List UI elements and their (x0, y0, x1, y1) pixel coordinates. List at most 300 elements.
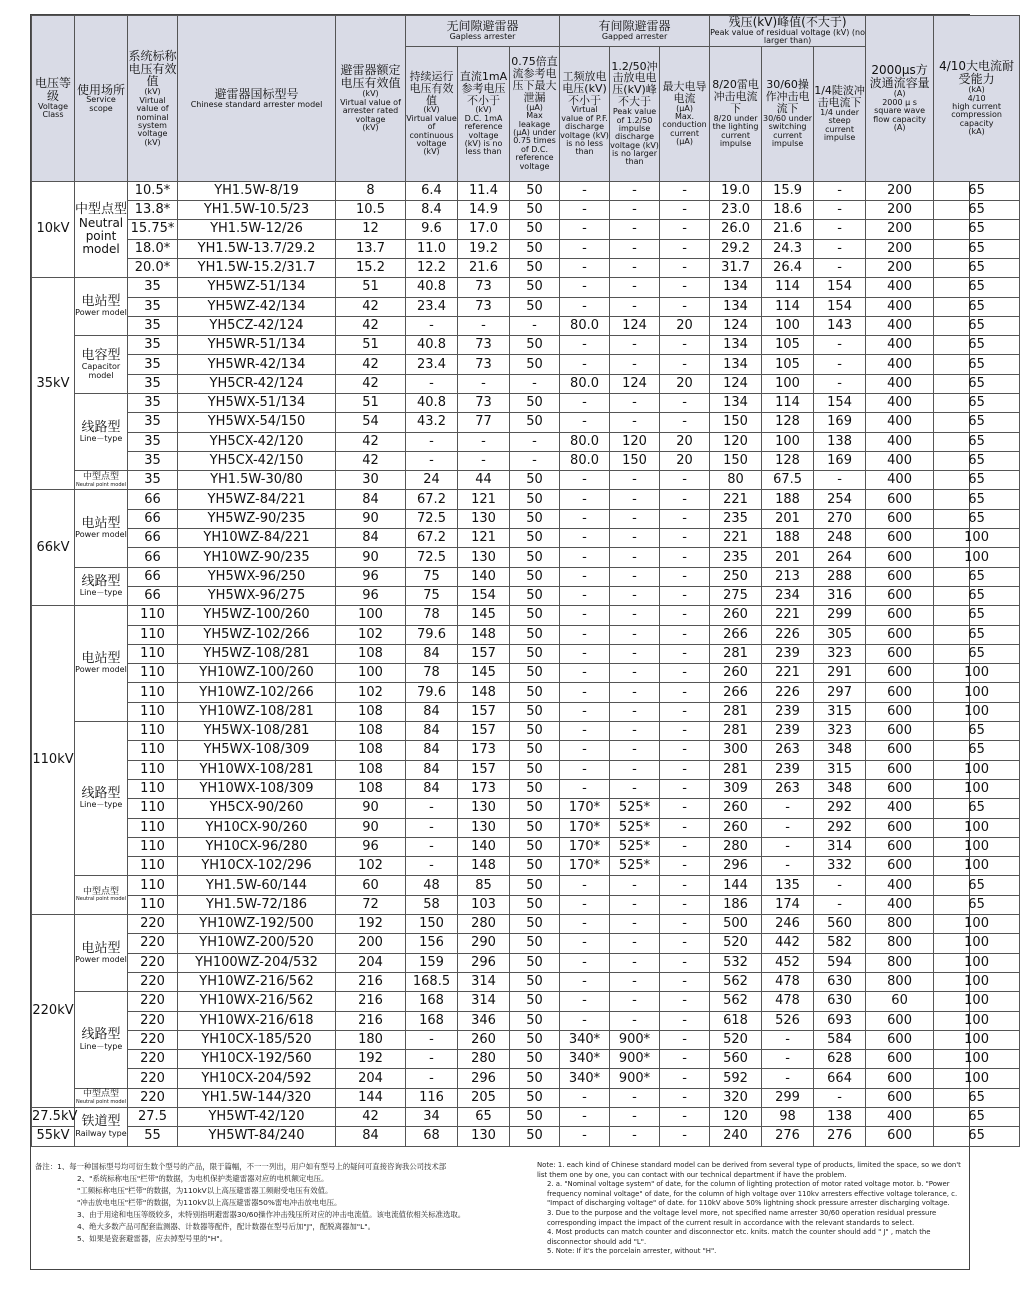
residual-lightning-cell: 532 (710, 953, 762, 972)
high-current-cell: 65 (934, 394, 1020, 413)
voltage-class-label: 10kV (36, 221, 70, 237)
leakage-cell: 50 (510, 201, 560, 220)
scope-label-en: Line－type (79, 588, 123, 598)
nominal-voltage-cell: 220 (128, 1030, 178, 1049)
dc-reference-cell: 296 (458, 953, 510, 972)
scope-label-zh: 电容型 (81, 347, 121, 363)
voltage-class-label: 110kV (32, 752, 74, 768)
pf-discharge-cell: - (560, 915, 610, 934)
residual-lightning-cell: 281 (710, 644, 762, 663)
square-wave-cell: 600 (866, 586, 934, 605)
table-row (32, 1069, 1020, 1088)
header-pf-discharge: 工频放电电压(kV)不小于 Virtual value of P.F. discharge voltage (kV) is no less than (560, 46, 610, 181)
residual-switching-cell: 239 (762, 702, 814, 721)
table-row (32, 799, 1020, 818)
high-current-cell: 65 (934, 606, 1020, 625)
model-cell: YH10WZ-200/520 (178, 934, 336, 953)
scope-label-zh: 中型点型 (82, 1089, 119, 1100)
residual-lightning-cell: 260 (710, 664, 762, 683)
dc-reference-cell: 157 (458, 760, 510, 779)
model-cell: YH5CX-90/260 (178, 799, 336, 818)
pf-discharge-cell: - (560, 992, 610, 1011)
residual-steep-cell: - (814, 895, 866, 914)
residual-steep-cell: 315 (814, 760, 866, 779)
table-row (32, 316, 1020, 335)
high-current-cell: 65 (934, 432, 1020, 451)
scope-label-zh: 中型点型 (75, 201, 128, 217)
nominal-voltage-cell: 20.0* (128, 258, 178, 277)
residual-switching-cell: 67.5 (762, 471, 814, 490)
continuous-voltage-cell: 168 (406, 992, 458, 1011)
residual-switching-cell: - (762, 1069, 814, 1088)
notes-english (537, 1161, 967, 1257)
impulse-discharge-cell: - (610, 644, 660, 663)
high-current-cell: 100 (934, 953, 1020, 972)
table-row (32, 818, 1020, 837)
model-cell: YH10WZ-100/260 (178, 664, 336, 683)
residual-switching-cell: 100 (762, 316, 814, 335)
leakage-cell: 50 (510, 181, 560, 200)
residual-lightning-cell: 281 (710, 760, 762, 779)
square-wave-cell: 600 (866, 509, 934, 528)
high-current-cell: 65 (934, 644, 1020, 663)
pf-discharge-cell: 80.0 (560, 432, 610, 451)
scope-label-en: Neutral point model (76, 1099, 126, 1106)
leakage-cell: 50 (510, 297, 560, 316)
max-conduction-cell: - (660, 1127, 710, 1146)
residual-switching-cell: 114 (762, 394, 814, 413)
table-row (32, 934, 1020, 953)
dc-reference-cell: 296 (458, 1069, 510, 1088)
dc-reference-cell: 148 (458, 857, 510, 876)
dc-reference-cell: 154 (458, 586, 510, 605)
model-cell: YH10CX-96/280 (178, 837, 336, 856)
max-conduction-cell: - (660, 1107, 710, 1126)
max-conduction-cell: - (660, 799, 710, 818)
residual-switching-cell: 478 (762, 972, 814, 991)
model-cell: YH10WZ-84/221 (178, 529, 336, 548)
rated-voltage-cell: 216 (336, 1011, 406, 1030)
leakage-cell: 50 (510, 509, 560, 528)
square-wave-cell: 400 (866, 471, 934, 490)
voltage-class-cell (32, 1127, 75, 1146)
high-current-cell: 100 (934, 683, 1020, 702)
nominal-voltage-cell: 66 (128, 509, 178, 528)
high-current-cell: 65 (934, 625, 1020, 644)
rated-voltage-cell: 42 (336, 1107, 406, 1126)
dc-reference-cell: 314 (458, 992, 510, 1011)
high-current-cell: 65 (934, 451, 1020, 470)
header-gapless: 无间隙避雷器 Gapless arrester (406, 16, 560, 47)
leakage-cell: 50 (510, 1050, 560, 1069)
residual-steep-cell: 594 (814, 953, 866, 972)
model-cell: YH10CX-192/560 (178, 1050, 336, 1069)
max-conduction-cell: - (660, 818, 710, 837)
pf-discharge-cell: - (560, 1107, 610, 1126)
residual-switching-cell: 239 (762, 722, 814, 741)
nominal-voltage-cell: 220 (128, 1069, 178, 1088)
max-conduction-cell: - (660, 953, 710, 972)
pf-discharge-cell: - (560, 490, 610, 509)
square-wave-cell: 800 (866, 934, 934, 953)
residual-steep-cell: 169 (814, 413, 866, 432)
dc-reference-cell: 157 (458, 644, 510, 663)
residual-lightning-cell: 520 (710, 1030, 762, 1049)
impulse-discharge-cell: 525* (610, 837, 660, 856)
dc-reference-cell: 130 (458, 818, 510, 837)
residual-lightning-cell: 26.0 (710, 220, 762, 239)
nominal-voltage-cell: 110 (128, 664, 178, 683)
table-row (32, 297, 1020, 316)
pf-discharge-cell: 170* (560, 818, 610, 837)
rated-voltage-cell: 102 (336, 625, 406, 644)
rated-voltage-cell: 108 (336, 741, 406, 760)
residual-lightning-cell: 520 (710, 934, 762, 953)
model-cell: YH5CX-42/150 (178, 451, 336, 470)
leakage-cell: 50 (510, 741, 560, 760)
residual-lightning-cell: 186 (710, 895, 762, 914)
rated-voltage-cell: 90 (336, 548, 406, 567)
pf-discharge-cell: - (560, 529, 610, 548)
square-wave-cell: 600 (866, 1069, 934, 1088)
residual-steep-cell: 291 (814, 664, 866, 683)
model-cell: YH10WZ-216/562 (178, 972, 336, 991)
high-current-cell: 65 (934, 220, 1020, 239)
table-body (32, 181, 1020, 1146)
nominal-voltage-cell: 110 (128, 895, 178, 914)
continuous-voltage-cell: 168.5 (406, 972, 458, 991)
high-current-cell: 65 (934, 297, 1020, 316)
leakage-cell: 50 (510, 664, 560, 683)
nominal-voltage-cell: 110 (128, 606, 178, 625)
scope-label-zh: 线路型 (81, 419, 121, 435)
residual-steep-cell: 169 (814, 451, 866, 470)
model-cell: YH10WX-108/309 (178, 779, 336, 798)
nominal-voltage-cell: 27.5 (128, 1107, 178, 1126)
continuous-voltage-cell: 79.6 (406, 683, 458, 702)
residual-switching-cell: 221 (762, 606, 814, 625)
square-wave-cell: 600 (866, 1088, 934, 1107)
rated-voltage-cell: 192 (336, 915, 406, 934)
pf-discharge-cell: - (560, 394, 610, 413)
impulse-discharge-cell: - (610, 741, 660, 760)
square-wave-cell: 600 (866, 741, 934, 760)
residual-steep-cell: - (814, 355, 866, 374)
residual-steep-cell: 299 (814, 606, 866, 625)
dc-reference-cell: 11.4 (458, 181, 510, 200)
rated-voltage-cell: 200 (336, 934, 406, 953)
leakage-cell: 50 (510, 644, 560, 663)
residual-steep-cell: 270 (814, 509, 866, 528)
nominal-voltage-cell: 220 (128, 972, 178, 991)
model-cell: YH5WZ-51/134 (178, 278, 336, 297)
leakage-cell: 50 (510, 837, 560, 856)
scope-label-zh: 线路型 (81, 573, 121, 589)
residual-switching-cell: 478 (762, 992, 814, 1011)
leakage-cell: 50 (510, 567, 560, 586)
pf-discharge-cell: - (560, 1088, 610, 1107)
pf-discharge-cell: - (560, 876, 610, 895)
rated-voltage-cell: 51 (336, 394, 406, 413)
continuous-voltage-cell: 84 (406, 741, 458, 760)
dc-reference-cell: 121 (458, 529, 510, 548)
rated-voltage-cell: 84 (336, 1127, 406, 1146)
high-current-cell: 65 (934, 374, 1020, 393)
rated-voltage-cell: 72 (336, 895, 406, 914)
note-zh-7: 5、如果是瓷套避雷器，应去掉型号里的"H"。 (77, 1234, 228, 1243)
continuous-voltage-cell: 78 (406, 606, 458, 625)
residual-switching-cell: 26.4 (762, 258, 814, 277)
high-current-cell: 100 (934, 857, 1020, 876)
nominal-voltage-cell: 220 (128, 992, 178, 1011)
continuous-voltage-cell: 150 (406, 915, 458, 934)
pf-discharge-cell: 80.0 (560, 451, 610, 470)
model-cell: YH1.5W-10.5/23 (178, 201, 336, 220)
table-row (32, 992, 1020, 1011)
impulse-discharge-cell: 525* (610, 818, 660, 837)
impulse-discharge-cell: - (610, 239, 660, 258)
pf-discharge-cell: 340* (560, 1050, 610, 1069)
table-row (32, 181, 1020, 200)
residual-lightning-cell: 144 (710, 876, 762, 895)
residual-switching-cell: 452 (762, 953, 814, 972)
nominal-voltage-cell: 110 (128, 857, 178, 876)
impulse-discharge-cell: - (610, 625, 660, 644)
high-current-cell: 100 (934, 915, 1020, 934)
residual-switching-cell: 174 (762, 895, 814, 914)
voltage-class-cell (32, 606, 75, 915)
pf-discharge-cell: - (560, 972, 610, 991)
service-scope-cell (75, 567, 128, 606)
model-cell: YH10WX-216/618 (178, 1011, 336, 1030)
model-cell: YH5CX-42/120 (178, 432, 336, 451)
square-wave-cell: 600 (866, 1011, 934, 1030)
dc-reference-cell: 73 (458, 355, 510, 374)
scope-label-en: Line－type (79, 800, 123, 810)
residual-lightning-cell: 221 (710, 529, 762, 548)
rated-voltage-cell: 42 (336, 316, 406, 335)
pf-discharge-cell: - (560, 239, 610, 258)
leakage-cell: 50 (510, 1011, 560, 1030)
dc-reference-cell: 314 (458, 972, 510, 991)
nominal-voltage-cell: 66 (128, 490, 178, 509)
continuous-voltage-cell: 8.4 (406, 201, 458, 220)
rated-voltage-cell: 54 (336, 413, 406, 432)
pf-discharge-cell: - (560, 702, 610, 721)
table-row (32, 760, 1020, 779)
continuous-voltage-cell: 75 (406, 567, 458, 586)
pf-discharge-cell: - (560, 509, 610, 528)
max-conduction-cell: - (660, 606, 710, 625)
high-current-cell: 65 (934, 509, 1020, 528)
rated-voltage-cell: 12 (336, 220, 406, 239)
residual-steep-cell: - (814, 220, 866, 239)
table-row (32, 915, 1020, 934)
high-current-cell: 100 (934, 1011, 1020, 1030)
impulse-discharge-cell: 124 (610, 374, 660, 393)
high-current-cell: 65 (934, 567, 1020, 586)
residual-lightning-cell: 134 (710, 355, 762, 374)
rated-voltage-cell: 96 (336, 837, 406, 856)
residual-lightning-cell: 80 (710, 471, 762, 490)
pf-discharge-cell: - (560, 664, 610, 683)
dc-reference-cell: 148 (458, 625, 510, 644)
rated-voltage-cell: 216 (336, 972, 406, 991)
residual-lightning-cell: 260 (710, 606, 762, 625)
square-wave-cell: 600 (866, 702, 934, 721)
model-cell: YH5CR-42/124 (178, 374, 336, 393)
dc-reference-cell: 346 (458, 1011, 510, 1030)
square-wave-cell: 600 (866, 857, 934, 876)
residual-switching-cell: 221 (762, 664, 814, 683)
service-scope-cell (75, 722, 128, 876)
residual-switching-cell: 299 (762, 1088, 814, 1107)
square-wave-cell: 400 (866, 1107, 934, 1126)
rated-voltage-cell: 180 (336, 1030, 406, 1049)
dc-reference-cell: 260 (458, 1030, 510, 1049)
table-row (32, 779, 1020, 798)
continuous-voltage-cell: 67.2 (406, 490, 458, 509)
square-wave-cell: 200 (866, 239, 934, 258)
continuous-voltage-cell: 40.8 (406, 394, 458, 413)
pf-discharge-cell: 170* (560, 857, 610, 876)
table-row (32, 876, 1020, 895)
continuous-voltage-cell: - (406, 451, 458, 470)
dc-reference-cell: 290 (458, 934, 510, 953)
max-conduction-cell: - (660, 683, 710, 702)
high-current-cell: 100 (934, 1030, 1020, 1049)
model-cell: YH10WZ-192/500 (178, 915, 336, 934)
square-wave-cell: 600 (866, 818, 934, 837)
nominal-voltage-cell: 35 (128, 316, 178, 335)
nominal-voltage-cell: 110 (128, 837, 178, 856)
high-current-cell: 65 (934, 1107, 1020, 1126)
table-row (32, 1127, 1020, 1146)
square-wave-cell: 600 (866, 1030, 934, 1049)
continuous-voltage-cell: 72.5 (406, 548, 458, 567)
model-cell: YH100WZ-204/532 (178, 953, 336, 972)
residual-switching-cell: - (762, 799, 814, 818)
rated-voltage-cell: 30 (336, 471, 406, 490)
pf-discharge-cell: - (560, 606, 610, 625)
square-wave-cell: 200 (866, 201, 934, 220)
max-conduction-cell: - (660, 548, 710, 567)
dc-reference-cell: - (458, 432, 510, 451)
dc-reference-cell: 121 (458, 490, 510, 509)
leakage-cell: 50 (510, 490, 560, 509)
rated-voltage-cell: 42 (336, 297, 406, 316)
impulse-discharge-cell: - (610, 664, 660, 683)
model-cell: YH1.5W-13.7/29.2 (178, 239, 336, 258)
nominal-voltage-cell: 220 (128, 1088, 178, 1107)
residual-switching-cell: 239 (762, 644, 814, 663)
model-cell: YH5WR-51/134 (178, 336, 336, 355)
residual-steep-cell: - (814, 201, 866, 220)
table-row (32, 529, 1020, 548)
nominal-voltage-cell: 66 (128, 548, 178, 567)
high-current-cell: 100 (934, 664, 1020, 683)
square-wave-cell: 600 (866, 548, 934, 567)
square-wave-cell: 600 (866, 779, 934, 798)
max-conduction-cell: - (660, 837, 710, 856)
scope-label-zh: 线路型 (81, 786, 121, 802)
residual-lightning-cell: 23.0 (710, 201, 762, 220)
square-wave-cell: 400 (866, 895, 934, 914)
table-row (32, 394, 1020, 413)
impulse-discharge-cell: - (610, 394, 660, 413)
continuous-voltage-cell: 84 (406, 722, 458, 741)
table-row (32, 432, 1020, 451)
continuous-voltage-cell: 9.6 (406, 220, 458, 239)
residual-steep-cell: 276 (814, 1127, 866, 1146)
model-cell: YH10CX-102/296 (178, 857, 336, 876)
residual-switching-cell: 188 (762, 490, 814, 509)
rated-voltage-cell: 216 (336, 992, 406, 1011)
impulse-discharge-cell: - (610, 934, 660, 953)
voltage-class-label: 35kV (36, 375, 70, 391)
voltage-class-cell (32, 278, 75, 490)
table-row (32, 586, 1020, 605)
residual-switching-cell: 239 (762, 760, 814, 779)
note-zh-4: "冲击放电电压"栏带"的数据，为110kV以上高压避雷器50%雷电冲击放电电压。 (77, 1198, 342, 1207)
header-residual: 残压(kV)峰值(不大于) Peak value of residual voltage (kV) (no larger than) (710, 15, 865, 46)
model-cell: YH10WX-216/562 (178, 992, 336, 1011)
residual-switching-cell: 213 (762, 567, 814, 586)
continuous-voltage-cell: 84 (406, 760, 458, 779)
high-current-cell: 65 (934, 355, 1020, 374)
leakage-cell: 50 (510, 239, 560, 258)
continuous-voltage-cell: 168 (406, 1011, 458, 1030)
pf-discharge-cell: - (560, 895, 610, 914)
arrester-spec-table (31, 15, 1020, 1147)
voltage-class-label: 27.5kV (32, 1109, 78, 1125)
leakage-cell: 50 (510, 278, 560, 297)
nominal-voltage-cell: 18.0* (128, 239, 178, 258)
high-current-cell: 65 (934, 1088, 1020, 1107)
pf-discharge-cell: - (560, 625, 610, 644)
pf-discharge-cell: 170* (560, 837, 610, 856)
table-row (32, 857, 1020, 876)
header-continuous-voltage: 持续运行电压有效值 (kV) Virtual value of continuous voltage (kV) (406, 46, 458, 181)
table-row (32, 336, 1020, 355)
pf-discharge-cell: - (560, 567, 610, 586)
nominal-voltage-cell: 35 (128, 355, 178, 374)
dc-reference-cell: 140 (458, 837, 510, 856)
nominal-voltage-cell: 110 (128, 818, 178, 837)
leakage-cell: - (510, 451, 560, 470)
service-scope-cell (75, 992, 128, 1088)
residual-switching-cell: 18.6 (762, 201, 814, 220)
square-wave-cell: 400 (866, 278, 934, 297)
max-conduction-cell: 20 (660, 316, 710, 335)
residual-lightning-cell: 266 (710, 625, 762, 644)
header-impulse-discharge: 1.2/50冲击放电电压(kV)峰不大于 Peak value of 1.2/50 impulse discharge voltage (kV) is no larger than (610, 46, 660, 181)
residual-switching-cell: - (762, 1050, 814, 1069)
scope-label-en: Neutral point model (76, 896, 126, 903)
service-scope-cell (75, 915, 128, 992)
max-conduction-cell: - (660, 509, 710, 528)
model-cell: YH1.5W-15.2/31.7 (178, 258, 336, 277)
impulse-discharge-cell: - (610, 953, 660, 972)
model-cell: YH10WZ-108/281 (178, 702, 336, 721)
square-wave-cell: 200 (866, 181, 934, 200)
rated-voltage-cell: 102 (336, 683, 406, 702)
residual-steep-cell: 254 (814, 490, 866, 509)
model-cell: YH1.5W-60/144 (178, 876, 336, 895)
nominal-voltage-cell: 15.75* (128, 220, 178, 239)
continuous-voltage-cell: 75 (406, 586, 458, 605)
continuous-voltage-cell: 34 (406, 1107, 458, 1126)
